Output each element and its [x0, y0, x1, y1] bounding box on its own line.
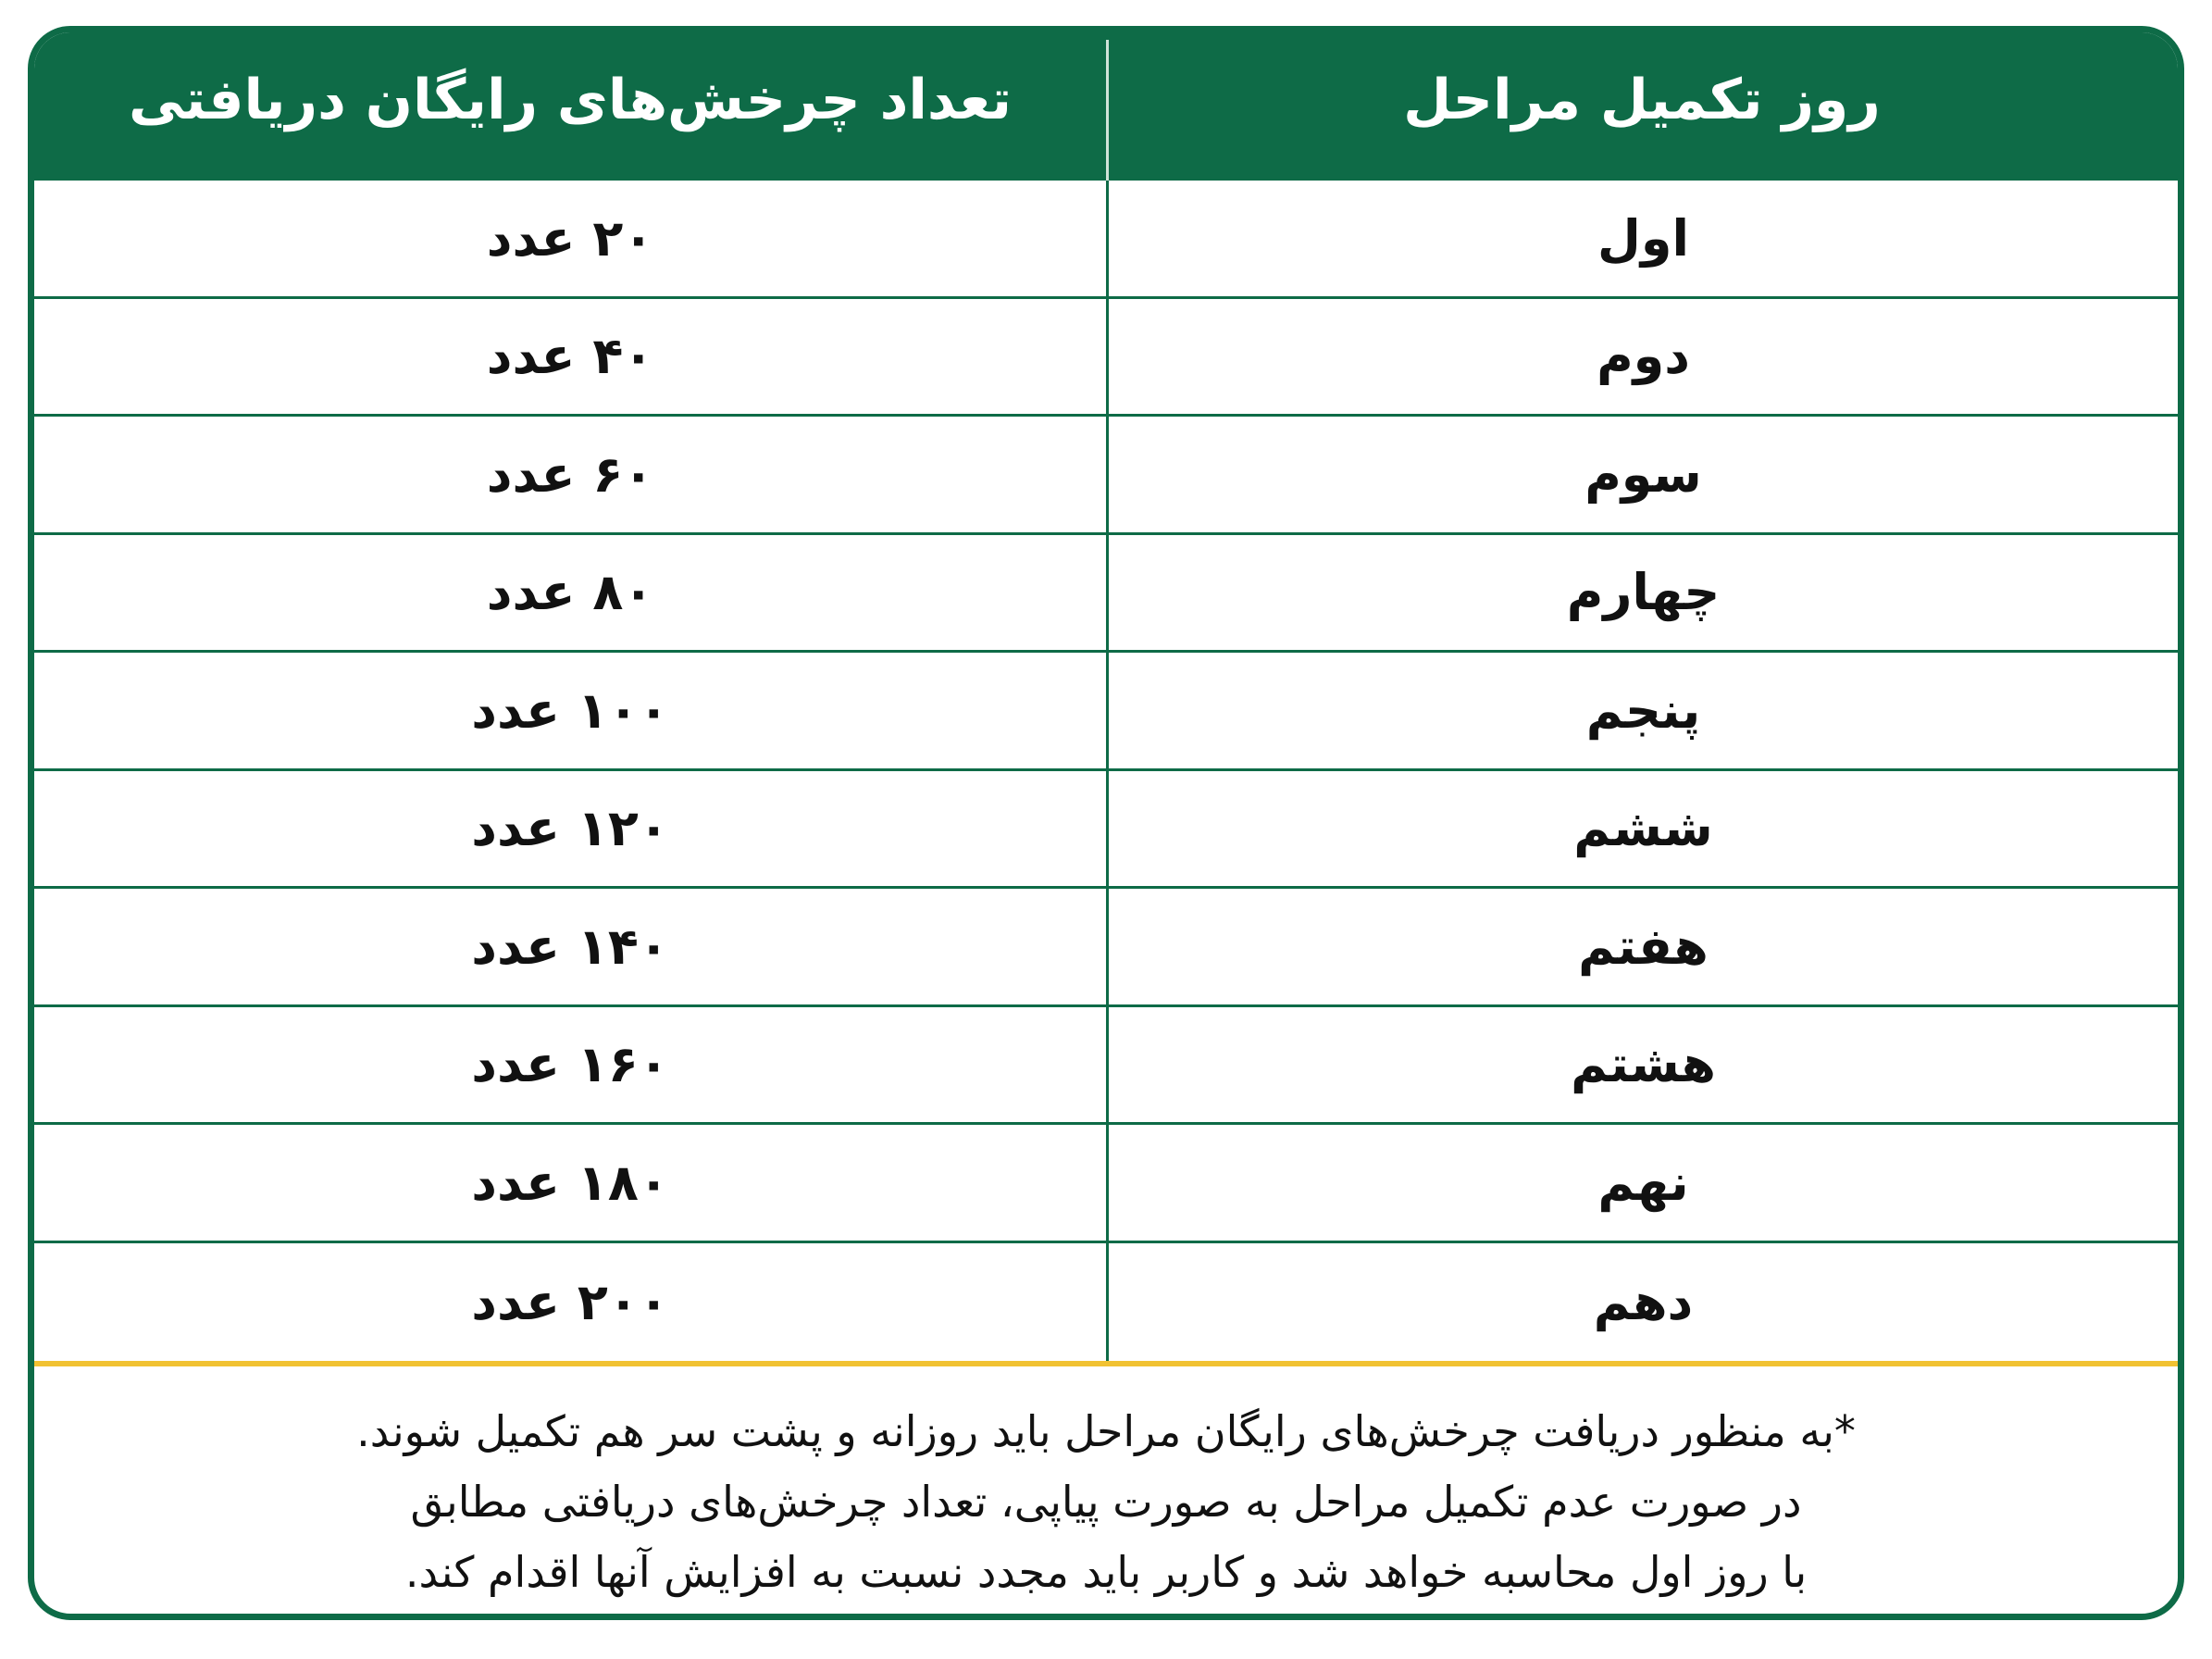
header-spins: تعداد چرخش‌های رایگان دریافتی: [129, 68, 1012, 132]
footnote-line: *به منظور دریافت چرخش‌های رایگان مراحل باید روزانه و پشت سر هم تکمیل شوند.: [356, 1406, 1856, 1456]
table-row: [34, 653, 2178, 771]
row-spins: ۴۰ عدد: [486, 327, 654, 386]
row-day: نهم: [1106, 1125, 2178, 1241]
table-row: [34, 1243, 2178, 1362]
header-divider: [1106, 40, 1109, 181]
row-spins: ۱۴۰ عدد: [471, 917, 669, 976]
table-row: [34, 889, 2178, 1007]
table-row: [34, 299, 2178, 418]
row-day: اول: [1106, 181, 2178, 296]
table-row: [34, 771, 2178, 890]
table-row: [34, 417, 2178, 535]
table-row: [34, 181, 2178, 299]
footnote-line: در صورت عدم تکمیل مراحل به صورت پیاپی، تعداد چرخش‌های دریافتی مطابق: [410, 1477, 1802, 1527]
row-spins: ۲۰۰ عدد: [471, 1272, 669, 1331]
row-day: دهم: [1106, 1243, 2178, 1362]
row-spins: ۶۰ عدد: [486, 444, 654, 504]
row-spins: ۱۶۰ عدد: [471, 1035, 669, 1094]
row-day: چهارم: [1106, 535, 2178, 651]
table-header: [34, 32, 2178, 181]
row-spins: ۸۰ عدد: [486, 563, 654, 622]
row-spins: ۲۰ عدد: [486, 208, 654, 268]
row-day: دوم: [1106, 299, 2178, 415]
footnote-line: با روز اول محاسبه خواهد شد و کاربر باید مجدد نسبت به افزایش آنها اقدام کند.: [404, 1547, 1808, 1597]
row-day: سوم: [1106, 417, 2178, 532]
table-row: [34, 1125, 2178, 1243]
rewards-table-card: [28, 26, 2184, 1620]
row-day: هفتم: [1106, 889, 2178, 1004]
table-body: [34, 181, 2178, 1361]
table-row: [34, 535, 2178, 654]
row-spins: ۱۲۰ عدد: [471, 799, 669, 858]
footnote: [34, 1366, 2178, 1607]
row-spins: ۱۰۰ عدد: [471, 680, 669, 740]
row-spins: ۱۸۰ عدد: [471, 1153, 669, 1212]
header-day: روز تکمیل مراحل: [1403, 68, 1881, 132]
row-day: ششم: [1106, 771, 2178, 887]
row-day: پنجم: [1106, 653, 2178, 768]
row-day: هشتم: [1106, 1007, 2178, 1123]
table-row: [34, 1007, 2178, 1126]
